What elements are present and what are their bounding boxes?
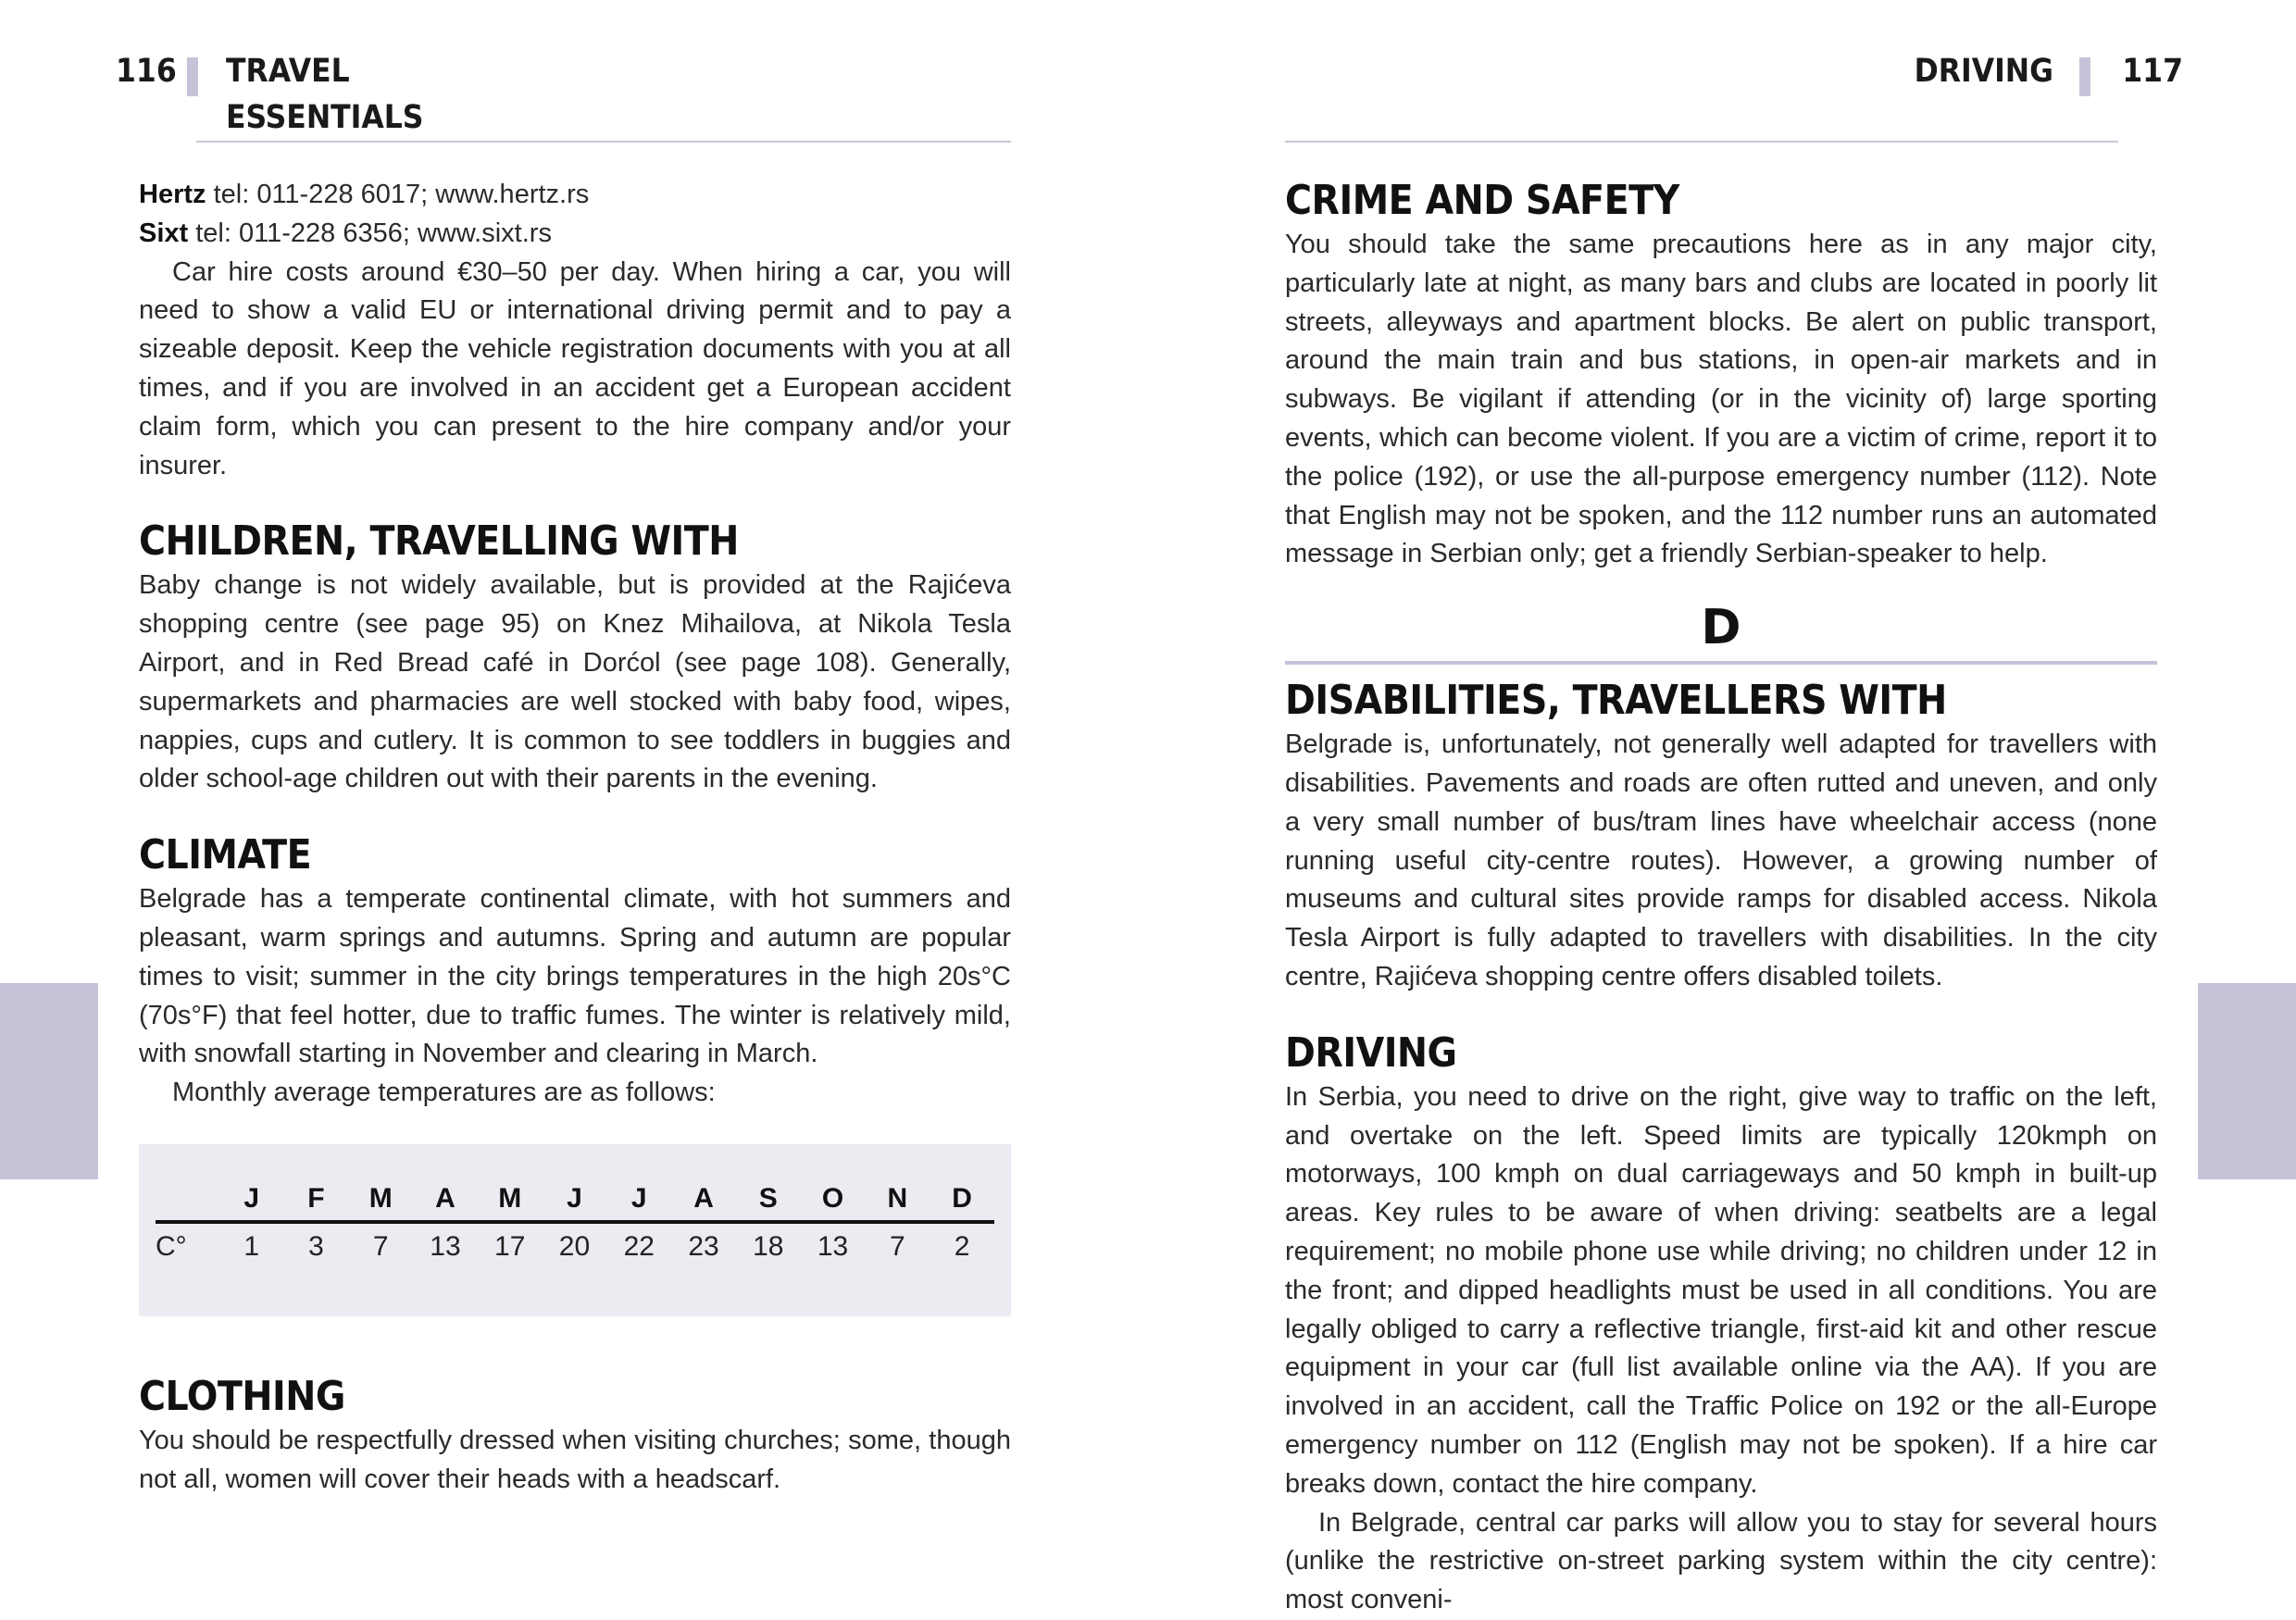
month-nov: N <box>887 1182 908 1214</box>
month-aug: A <box>693 1182 714 1214</box>
sixt-entry <box>139 215 1011 254</box>
temp-jan: 1 <box>243 1230 259 1262</box>
right-page <box>1148 0 2296 1615</box>
month-feb: F <box>307 1182 325 1214</box>
letter-rule <box>1285 661 2157 665</box>
children-paragraph: Baby change is not widely available, but is provided at the Rajićeva shopping centre (see page 95) on Knez Mihailova, at Nikola Tesla Airport, and in Red Bread café in Dorćol (see page 108). Generally, supermarkets and pharmacies are well stocked with baby food, wipes, nappies, cups and cutlery. It is common to see toddlers in buggies and older school-age children out with their parents in the evening. <box>139 570 1011 794</box>
section-letter: D <box>1701 600 1741 656</box>
month-dec: D <box>952 1182 972 1214</box>
disabilities-paragraph: Belgrade is, unfortunately, not generally well adapted for travellers with disabilities. Pavements and roads are often rutted and uneven, and only a very small number of bus/tram lines have wheelchair access (none running useful city-centre routes). However, a growing number of museums and cultural sites provide ramps for disabled access. Nikola Tesla Airport is fully adapted to travellers with disabilities. In the city centre, Rajićeva shopping centre offers disabled toilets. <box>1285 729 2157 991</box>
left-page <box>0 0 1148 1575</box>
month-jan: J <box>243 1182 259 1214</box>
thumb-tab <box>0 983 98 1179</box>
header-accent-bar <box>187 57 198 96</box>
header-rule <box>196 141 1011 143</box>
month-jul: J <box>630 1182 647 1214</box>
clothing-paragraph: You should be respectfully dressed when visiting churches; some, though not all, women will cover their heads with a headscarf. <box>139 1425 1011 1494</box>
month-sep: S <box>758 1182 778 1214</box>
month-mar: M <box>368 1182 393 1214</box>
temperature-table <box>139 1144 1011 1316</box>
driving-heading: DRIVING <box>1285 1028 1457 1077</box>
hertz-name: Hertz <box>139 180 206 209</box>
children-heading: CHILDREN, TRAVELLING WITH <box>139 517 739 566</box>
section-title: DRIVING <box>1914 53 2053 90</box>
page-number: 117 <box>2122 53 2183 90</box>
temp-aug: 23 <box>688 1230 719 1262</box>
climate-intro: Monthly average temperatures are as follows: <box>172 1078 716 1108</box>
crime-paragraph: You should take the same precautions here as in any major city, particularly late at night, as many bars and clubs are located in poorly lit streets, alleyways and apartment blocks. Be alert on public transport, around the main train and bus stations, in open-air markets and in subways. Be vigilant if attending (or in the vicinity of) large sporting events, which can become violent. If you are a victim of crime, report it to the police (192), or use the all-purpose emergency number (112). Note that English may not be spoken, and the 112 number runs an automated message in Serbian only; get a friendly Serbian-speaker to help. <box>1285 230 2157 569</box>
month-oct: O <box>821 1182 844 1214</box>
sixt-details: tel: 011-228 6356; www.sixt.rs <box>188 218 552 248</box>
temp-feb: 3 <box>308 1230 324 1262</box>
temp-jul: 22 <box>623 1230 655 1262</box>
section-title: TRAVEL ESSENTIALS <box>226 53 424 136</box>
temp-dec: 2 <box>954 1230 970 1262</box>
month-may: M <box>498 1182 522 1214</box>
temp-oct: 13 <box>817 1230 849 1262</box>
car-hire-paragraph: Car hire costs around €30–50 per day. When hiring a car, you will need to show a valid EU or international driving permit and to pay a sizeable deposit. Keep the vehicle registration documents with you at all times, and if you are involved in an accident get a European accident claim form, which you can present to the hire company and/or your insurer. <box>139 256 1011 480</box>
clothing-heading: CLOTHING <box>139 1372 345 1420</box>
table-rule <box>156 1220 994 1224</box>
crime-heading: CRIME AND SAFETY <box>1285 177 1679 224</box>
unit-label: C° <box>156 1230 187 1262</box>
temp-nov: 7 <box>889 1230 905 1262</box>
temp-apr: 13 <box>430 1230 461 1262</box>
temp-jun: 20 <box>558 1230 591 1262</box>
header-accent-bar <box>2079 57 2090 96</box>
left-column <box>139 176 1011 1500</box>
driving-paragraph: In Serbia, you need to drive on the right, give way to traffic on the left, and overtake on the left. Speed limits are typically 120kmph on motorways, 100 kmph on dual carriageways and 50 kmph in built-up areas. Key rules to be aware of when driving: seatbelts are a legal requirement; no mobile phone use while driving; no children under 12 in the front; and dipped headlights must be used in all conditions. You are legally obliged to carry a reflective triangle, first-aid kit and other rescue equipment in your car (full list available online via the AA). If you are involved in an accident, call the Traffic Police on 192 or the all-Europe emergency number on 112 (English may not be spoken). If a hire car breaks down, contact the hire company. <box>1285 1081 2157 1499</box>
running-header <box>1148 48 2183 94</box>
climate-paragraph: Belgrade has a temperate continental climate, with hot summers and pleasant, warm springs and autumns. Spring and autumn are popular times to visit; summer in the city brings temperatures in the high 20s°C (70s°F) that feel hotter, due to traffic fumes. The winter is relatively mild, with snowfall starting in November and clearing in March. <box>139 884 1011 1069</box>
driving-paragraph-2: In Belgrade, central car parks will allow you to stay for several hours (unlike the restrictive on-street parking system within the city centre): most conveni- <box>1285 1507 2157 1615</box>
month-row <box>156 1179 994 1218</box>
climate-heading: CLIMATE <box>139 831 312 879</box>
month-apr: A <box>435 1182 455 1214</box>
sixt-name: Sixt <box>139 218 189 248</box>
disabilities-heading: DISABILITIES, TRAVELLERS WITH <box>1285 677 1947 725</box>
temperature-row <box>156 1227 994 1266</box>
thumb-tab <box>2198 983 2296 1179</box>
right-column <box>1285 176 2157 1620</box>
temp-sep: 18 <box>753 1230 784 1262</box>
month-jun: J <box>567 1182 582 1214</box>
hertz-details: tel: 011-228 6017; www.hertz.rs <box>206 180 590 209</box>
hertz-entry <box>139 176 1011 215</box>
header-rule <box>1285 141 2118 143</box>
page-number: 116 <box>116 53 177 90</box>
temp-mar: 7 <box>372 1230 389 1262</box>
temp-may: 17 <box>494 1230 526 1262</box>
